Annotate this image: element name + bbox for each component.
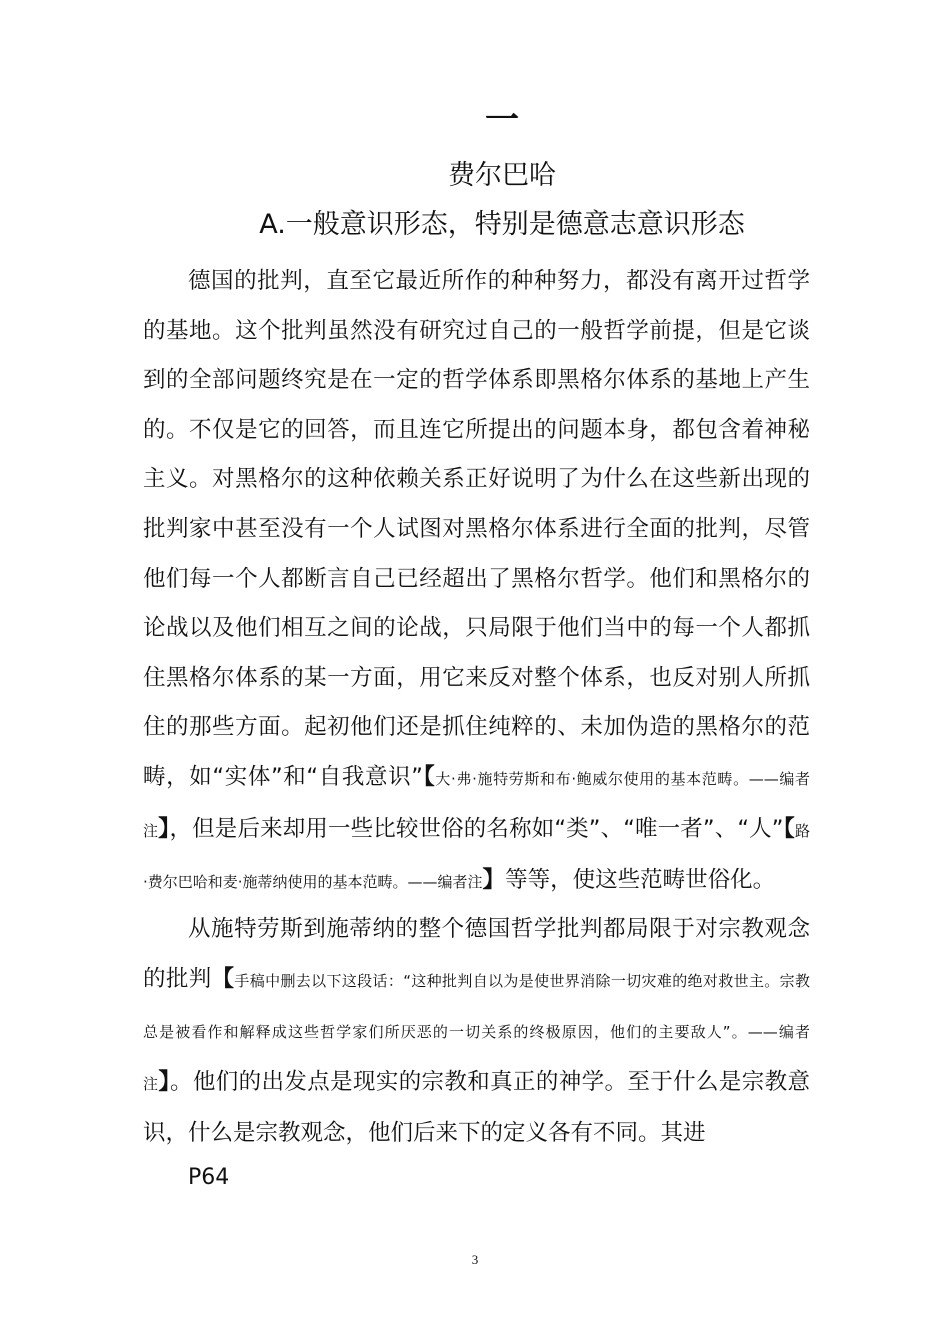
page-number: 3 xyxy=(471,1252,479,1267)
paragraph-1-text-1: 德国的批判，直至它最近所作的种种努力，都没有离开过哲学的基地。这个批判虽然没有研究过自己的一般哲学前提，但是它谈到的全部问题终究是在一定的哲学体系即黑格尔体系的基地上产生的。不仅是它的回答，而且连它所提出的问题本身，都包含着神秘主义。对黑格尔的这种依赖关系正好说明了为什么在这些新出现的批判家中甚至没有一个人试图对黑格尔体系进行全面的批判，尽管他们每一个人都断言自己已经超出了黑格尔哲学。他们和黑格尔的论战以及他们相互之间的论战，只局限于他们当中的每一个人都抓住黑格尔体系的某一方面，用它来反对整个体系，也反对别人所抓住的那些方面。起初他们还是抓住纯粹的、未加伪造的黑格尔的范畴，如“实体”和“自我意识” xyxy=(143,268,810,790)
paragraph-1 xyxy=(143,257,810,908)
note-close-bracket: 】 xyxy=(482,867,506,894)
chapter-number: 一 xyxy=(485,100,519,140)
paragraph-2 xyxy=(143,905,810,1159)
note-open-bracket: 【 xyxy=(422,763,436,790)
paragraph-2-text-2: 。他们的出发点是现实的宗教和真正的神学。至于什么是宗教意识，什么是宗教观念，他们后来下的定义各有不同。其进 xyxy=(143,1068,810,1147)
editor-note-3: 手稿中删去以下这段话：“这种批判自以为是使世界消除一切灾难的绝对救世主。宗教总是被看作和解释成这些哲学家们所厌恶的一切关系的终极原因，他们的主要敌人”。——编者注 xyxy=(143,971,810,1093)
note-open-bracket: 【 xyxy=(783,815,795,842)
editor-note-1: 大·弗·施特劳斯和布·鲍威尔使用的基本范畴。——编者注 xyxy=(143,769,810,840)
section-title: A.一般意识形态，特别是德意志意识形态 xyxy=(259,209,745,240)
paragraph-2-text-1: 从施特劳斯到施蒂纳的整个德国哲学批判都局限于对宗教观念的批判 xyxy=(143,916,810,992)
note-close-bracket: 】 xyxy=(158,815,170,842)
chapter-title: 费尔巴哈 xyxy=(448,160,556,191)
note-open-bracket: 【 xyxy=(211,965,235,992)
source-page-reference: P64 xyxy=(188,1165,230,1190)
note-close-bracket: 】 xyxy=(158,1068,170,1095)
paragraph-1-text-2: ，但是后来却用一些比较世俗的名称如“类”、“唯一者”、“人” xyxy=(169,815,784,842)
editor-note-2: 路·费尔巴哈和麦·施蒂纳使用的基本范畴。——编者注 xyxy=(143,821,810,892)
paragraph-1-text-3: 等等，使这些范畴世俗化。 xyxy=(505,867,776,894)
